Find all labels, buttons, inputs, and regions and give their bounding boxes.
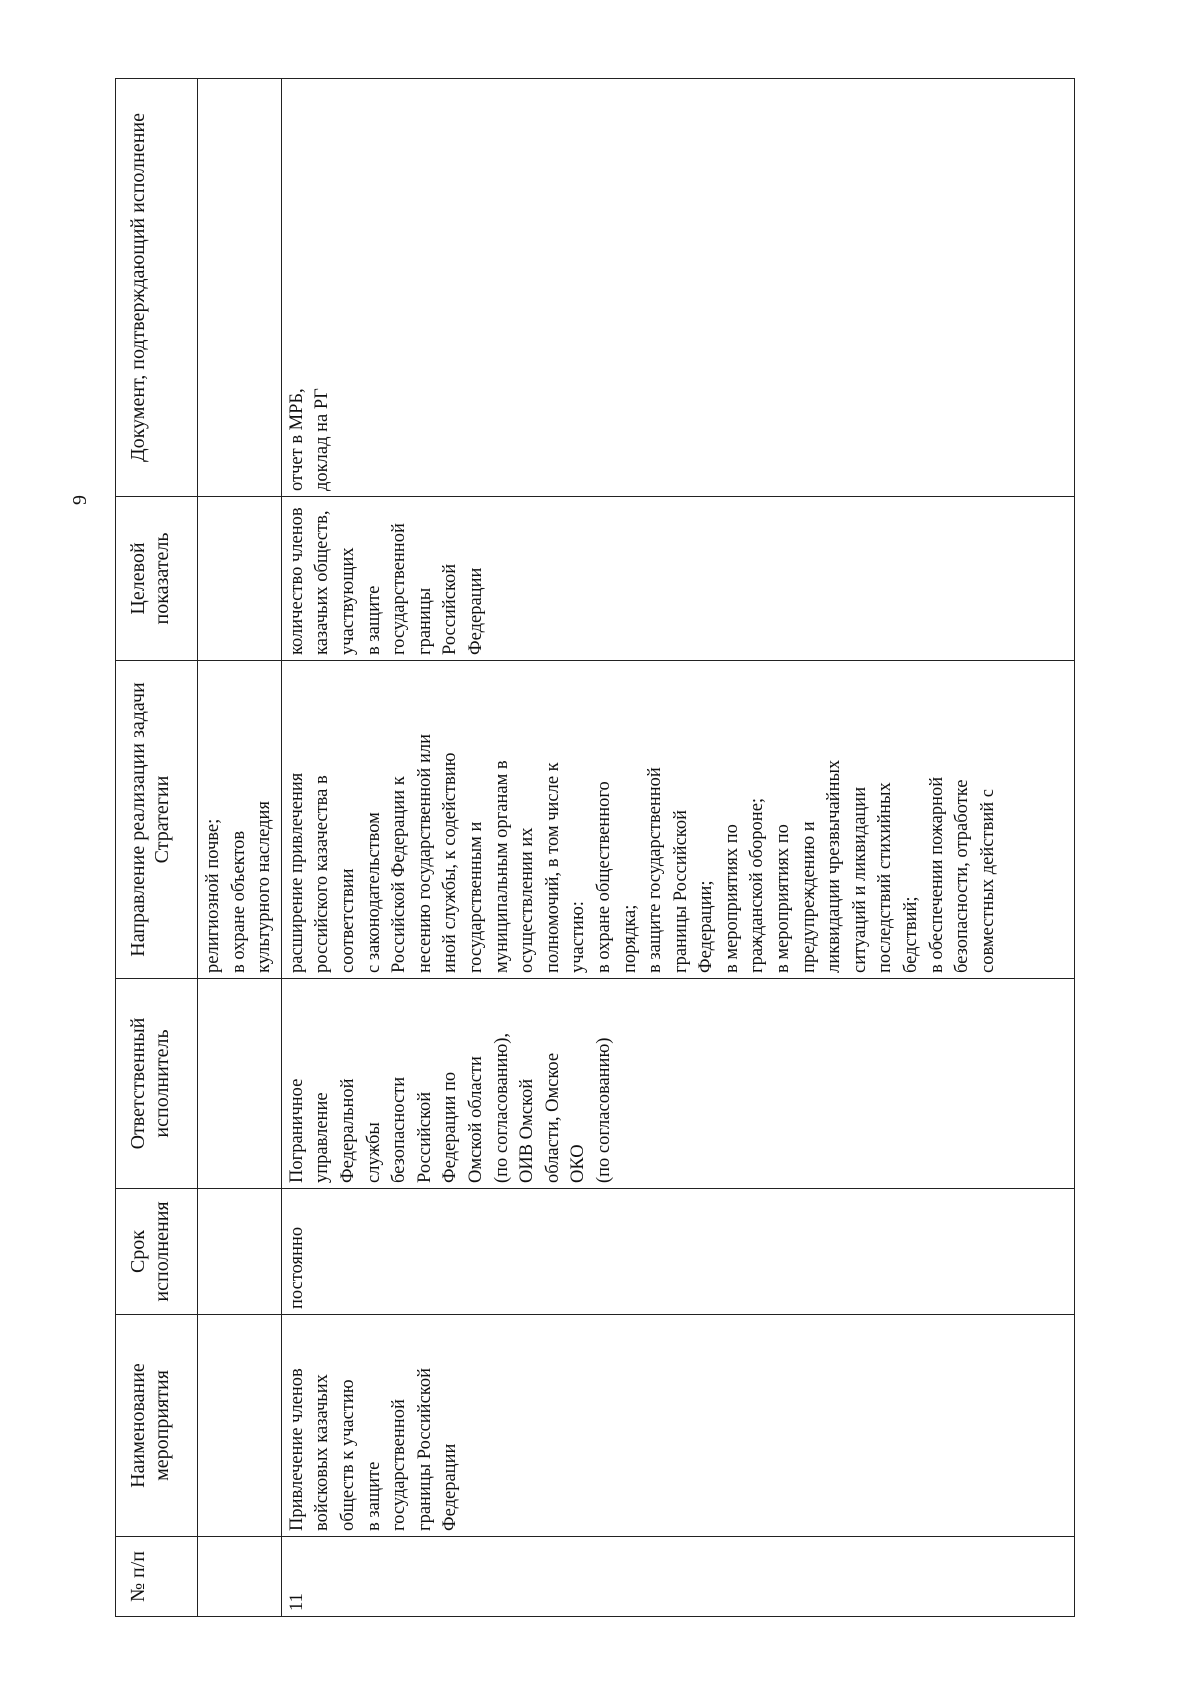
cell-line: казачьих обществ, [312,510,333,655]
cell-line: совместных действий с [977,789,998,973]
cell-line: расширение привлечения [286,772,307,973]
cell-line: Российской [440,563,461,655]
cell-line: культурного наследия [254,801,275,973]
header-term: Срок исполнения [116,1189,198,1315]
cell-line: в обеспечении пожарной [926,776,947,973]
continuation-row [198,79,282,1617]
table-row [281,79,1074,1617]
cell-line: гражданской обороне; [747,797,768,973]
cell-line: в защите [363,1461,384,1531]
rotated-table-wrapper [115,79,1075,1617]
cell-line: в мероприятиях по [721,824,742,973]
cell-line: осуществлении их [517,827,538,973]
row-indicator [281,497,1074,661]
cell-line: участию: [568,901,589,973]
cell-line: безопасности [389,1076,410,1183]
cell-line: (по согласованию) [593,1037,614,1183]
cell-line: области, Омское [542,1052,563,1183]
cell-line: Федерации; [696,880,717,973]
header-direction: Направление реализации задачи Стратегии [116,661,198,979]
cell-line: Федерации [465,567,486,655]
cell-line: ОКО [568,1144,589,1183]
cont-document [198,79,282,497]
row-num: 11 [281,1537,1074,1617]
cell-line: отчет в МРБ, [286,388,307,491]
row-name [281,1315,1074,1537]
cell-line: последствий стихийных [875,782,896,973]
cell-line: Российской Федерации к [389,776,410,973]
cell-line: Российской [414,1091,435,1183]
cell-line: порядка; [619,904,640,973]
cell-line: Привлечение членов [286,1368,307,1531]
cell-line: с законодательством [363,812,384,973]
table-header-row [116,79,198,1617]
cell-line: несению государственной или [414,734,435,973]
cell-line: Федеральной [337,1078,358,1183]
cell-line: религиозной почве; [203,818,223,973]
row-term: постоянно [281,1189,1074,1315]
cell-line: границы Российской [414,1368,435,1531]
cell-line: бедствий; [901,896,922,973]
cell-line: Омской области [465,1056,486,1183]
cell-line: ОИВ Омской [517,1078,538,1183]
header-num: № п/п [116,1537,198,1617]
cell-line: количество членов [286,507,307,655]
row-direction [281,661,1074,979]
cont-term [198,1189,282,1315]
cell-line: (по согласованию), [491,1032,512,1183]
cell-line: предупреждению и [798,821,819,973]
cont-name [198,1315,282,1537]
cell-line: в мероприятиях по [773,824,794,973]
cell-line: ликвидации чрезвычайных [824,759,845,973]
cell-line: российского казачества в [312,775,333,973]
cell-line: доклад на РГ [312,388,333,491]
cont-num [198,1537,282,1617]
cell-line: войсковых казачьих [312,1374,333,1531]
cell-line: безопасности, отработке [952,779,973,973]
cell-line: Пограничное [286,1078,307,1183]
cont-indicator [198,497,282,661]
cell-line: иной службы, к содействию [440,752,461,973]
cell-line: государственной [389,523,410,655]
cell-line: соответствии [337,868,358,973]
header-name: Наименование мероприятия [116,1315,198,1537]
cell-line: границы [414,587,435,655]
row-responsible [281,979,1074,1189]
cell-line: в охране объектов [228,830,249,973]
cell-line: в защите [363,585,384,655]
cell-line: Федерации по [440,1071,461,1183]
cell-line: участвующих [337,547,358,655]
page-number: 9 [69,495,91,505]
header-document: Документ, подтверждающий исполнение [116,79,198,497]
cell-line: Федерации [440,1443,461,1531]
cell-line: службы [363,1122,384,1183]
row-document [281,79,1074,497]
cell-line: государственной [389,1399,410,1531]
header-responsible: Ответственный исполнитель [116,979,198,1189]
cell-line: муниципальным органам в [491,760,512,973]
cell-line: границы Российской [670,810,691,973]
cell-line: обществ к участию [337,1379,358,1531]
activities-table [115,78,1075,1617]
cell-line: полномочий, в том числе к [542,762,563,973]
cell-line: в защите государственной [645,767,666,973]
cell-line: управление [312,1092,333,1183]
cell-line: в охране общественного [593,781,614,973]
cont-responsible [198,979,282,1189]
cell-line: ситуаций и ликвидации [849,786,870,973]
cont-direction [198,661,282,979]
header-indicator: Целевой показатель [116,497,198,661]
cell-line: государственным и [465,821,486,973]
